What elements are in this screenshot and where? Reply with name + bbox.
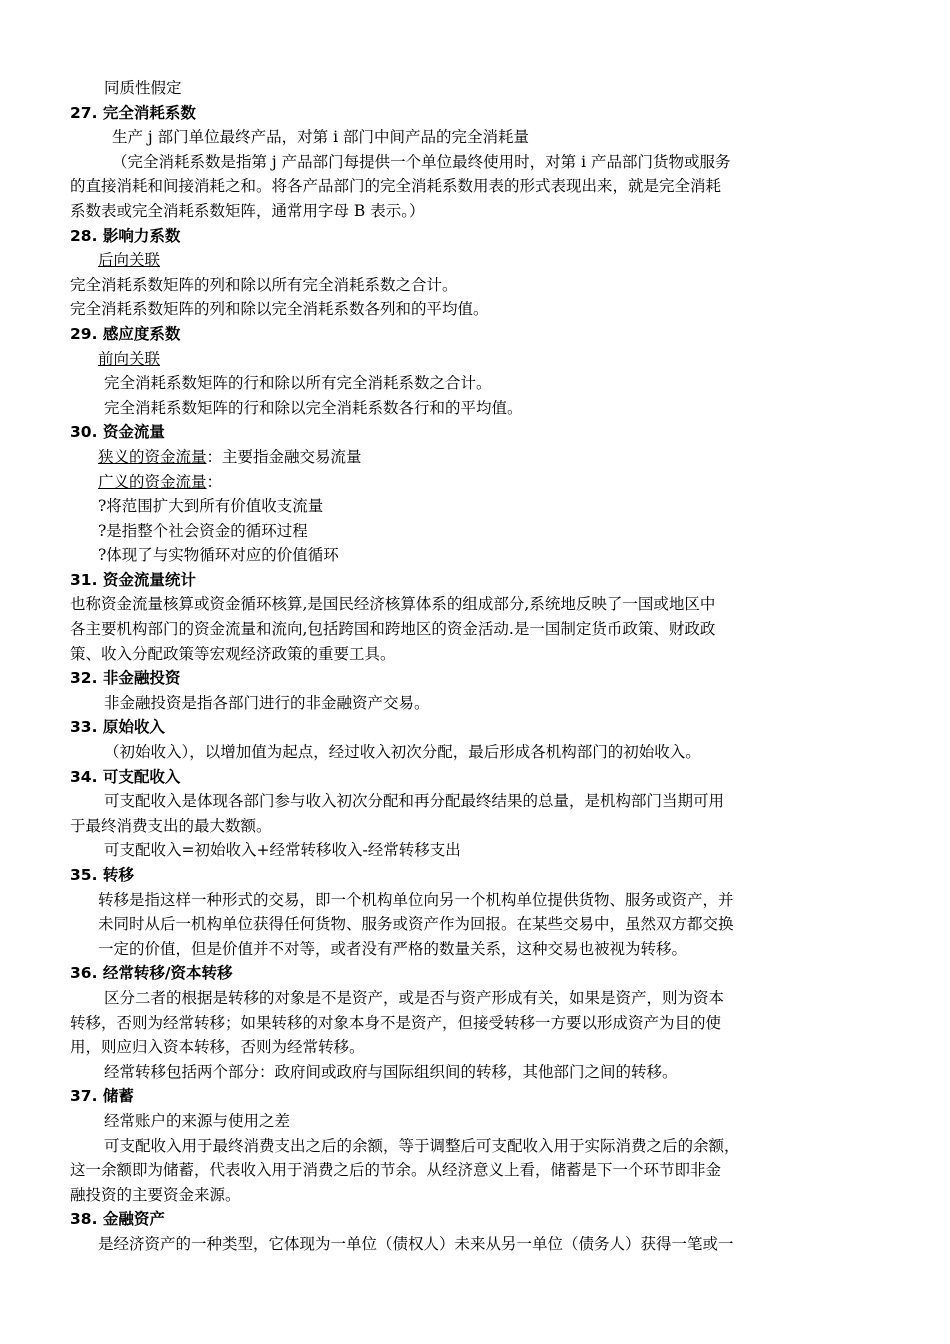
text-line (70, 986, 888, 1011)
text-line (70, 347, 888, 372)
text-line (70, 814, 888, 839)
line-text: 未同时从后一机构单位获得任何货物、服务或资产作为回报。在某些交易中，虽然双方都交换 (98, 915, 734, 934)
section-heading (70, 568, 888, 593)
text-line (70, 888, 888, 913)
line-text: （初始收入），以增加值为起点，经过收入初次分配，最后形成各机构部门的初始收入。 (104, 743, 701, 762)
line-text: 32. 非金融投资 (70, 669, 181, 688)
line-text: ?将范围扩大到所有价值收支流量 (98, 497, 324, 516)
section-heading (70, 322, 888, 347)
text-line (70, 1109, 888, 1134)
line-text: 完全消耗系数矩阵的列和除以完全消耗系数各列和的平均值。 (70, 300, 489, 319)
line-text: 生产 j 部门单位最终产品，对第 i 部门中间产品的完全消耗量 (112, 128, 529, 147)
underlined-term: 广义的资金流量 (98, 472, 207, 491)
text-line (70, 691, 888, 716)
text-line (70, 1035, 888, 1060)
line-text: 36. 经常转移/资本转移 (70, 964, 233, 983)
text-line (70, 912, 888, 937)
line-text: 34. 可支配收入 (70, 767, 181, 786)
text-line (70, 937, 888, 962)
section-heading (70, 666, 888, 691)
text-line (70, 1158, 888, 1183)
line-text: 转移，否则为经常转移；如果转移的对象本身不是资产，但接受转移一方要以形成资产为目的使 (70, 1013, 722, 1032)
text-line (70, 76, 888, 101)
text-line (70, 838, 888, 863)
section-heading (70, 863, 888, 888)
line-text: ?是指整个社会资金的循环过程 (98, 521, 308, 540)
line-text: 29. 感应度系数 (70, 324, 181, 343)
line-text: 28. 影响力系数 (70, 226, 181, 245)
text-line (70, 519, 888, 544)
text-line (70, 1232, 888, 1257)
line-text: 区分二者的根据是转移的对象是不是资产，或是否与资产形成有关，如果是资产，则为资本 (104, 988, 725, 1007)
section-heading (70, 961, 888, 986)
line-text: 经常账户的来源与使用之差 (104, 1111, 291, 1130)
line-text: 37. 储蓄 (70, 1087, 134, 1106)
section-heading (70, 224, 888, 249)
section-heading (70, 420, 888, 445)
line-text: 融投资的主要资金来源。 (70, 1185, 241, 1204)
line-text: 经常转移包括两个部分：政府间或政府与国际组织间的转移，其他部门之间的转移。 (104, 1062, 678, 1081)
text-line (70, 248, 888, 273)
section-heading (70, 1207, 888, 1232)
text-line (70, 543, 888, 568)
line-text: 完全消耗系数矩阵的行和除以所有完全消耗系数之合计。 (104, 374, 492, 393)
line-text: 完全消耗系数矩阵的列和除以所有完全消耗系数之合计。 (70, 275, 458, 294)
line-text: 用，则应归入资本转移，否则为经常转移。 (70, 1038, 365, 1057)
text-line (70, 1134, 888, 1159)
line-text: 系数表或完全消耗系数矩阵，通常用字母 B 表示。） (70, 201, 425, 220)
text-line (70, 740, 888, 765)
text-line (70, 617, 888, 642)
line-text: 38. 金融资产 (70, 1210, 165, 1229)
text-line (70, 297, 888, 322)
line-text: ： (206, 472, 223, 491)
text-line (70, 371, 888, 396)
text-line (70, 470, 888, 495)
line-text: ：主要指金融交易流量 (206, 447, 362, 466)
text-line (70, 1183, 888, 1208)
line-text: 非金融投资是指各部门进行的非金融资产交易。 (104, 693, 430, 712)
line-text: 于最终消费支出的最大数额。 (70, 816, 272, 835)
line-text: 31. 资金流量统计 (70, 570, 196, 589)
line-text: 前向关联 (98, 349, 161, 368)
text-line (70, 150, 888, 175)
text-line (70, 592, 888, 617)
underlined-term: 狭义的资金流量 (98, 447, 207, 466)
section-heading (70, 715, 888, 740)
line-text: 完全消耗系数矩阵的行和除以完全消耗系数各行和的平均值。 (104, 398, 523, 417)
text-line (70, 1060, 888, 1085)
line-text: 一定的价值，但是价值并不对等，或者没有严格的数量关系，这种交易也被视为转移。 (98, 939, 688, 958)
text-line (70, 789, 888, 814)
text-line (70, 125, 888, 150)
line-text: 可支配收入是体现各部门参与收入初次分配和再分配最终结果的总量，是机构部门当期可用 (104, 792, 725, 811)
line-text: ?体现了与实物循环对应的价值循环 (98, 546, 339, 565)
line-text: 35. 转移 (70, 866, 134, 884)
line-text: 各主要机构部门的资金流量和流向,包括跨国和跨地区的资金活动.是一国制定货币政策、财政政 (70, 620, 716, 639)
text-line (70, 396, 888, 421)
line-text: 是经济资产的一种类型，它体现为一单位（债权人）未来从另一单位（债务人）获得一笔或一 (98, 1234, 734, 1253)
line-text: （完全消耗系数是指第 j 产品部门每提供一个单位最终使用时，对第 i 产品部门货物或服务 (112, 152, 731, 171)
text-line (70, 642, 888, 667)
text-line (70, 174, 888, 199)
line-text: 后向关联 (98, 251, 161, 270)
line-text: 策、收入分配政策等宏观经济政策的重要工具。 (70, 644, 396, 663)
line-text: 30. 资金流量 (70, 423, 165, 442)
section-heading (70, 101, 888, 126)
line-text: 的直接消耗和间接消耗之和。将各产品部门的完全消耗系数用表的形式表现出来，就是完全消耗 (70, 177, 722, 196)
line-text: 转移是指这样一种形式的交易，即一个机构单位向另一个机构单位提供货物、服务或资产，并 (98, 890, 734, 909)
line-text: 可支配收入=初始收入+经常转移收入-经常转移支出 (104, 841, 461, 860)
line-text: 也称资金流量核算或资金循环核算,是国民经济核算体系的组成部分,系统地反映了一国或地区中 (70, 595, 716, 614)
line-text: 可支配收入用于最终消费支出之后的余额，等于调整后可支配收入用于实际消费之后的余额， (104, 1136, 740, 1155)
text-line (70, 1011, 888, 1036)
section-heading (70, 765, 888, 790)
text-line (70, 445, 888, 470)
line-text: 33. 原始收入 (70, 718, 165, 737)
line-text: 这一余额即为储蓄，代表收入用于消费之后的节余。从经济意义上看，储蓄是下一个环节即非金 (70, 1161, 722, 1180)
line-text: 同质性假定 (104, 79, 182, 97)
text-line (70, 494, 888, 519)
text-line (70, 199, 888, 224)
text-line (70, 273, 888, 298)
line-text: 27. 完全消耗系数 (70, 103, 196, 122)
section-heading (70, 1084, 888, 1109)
